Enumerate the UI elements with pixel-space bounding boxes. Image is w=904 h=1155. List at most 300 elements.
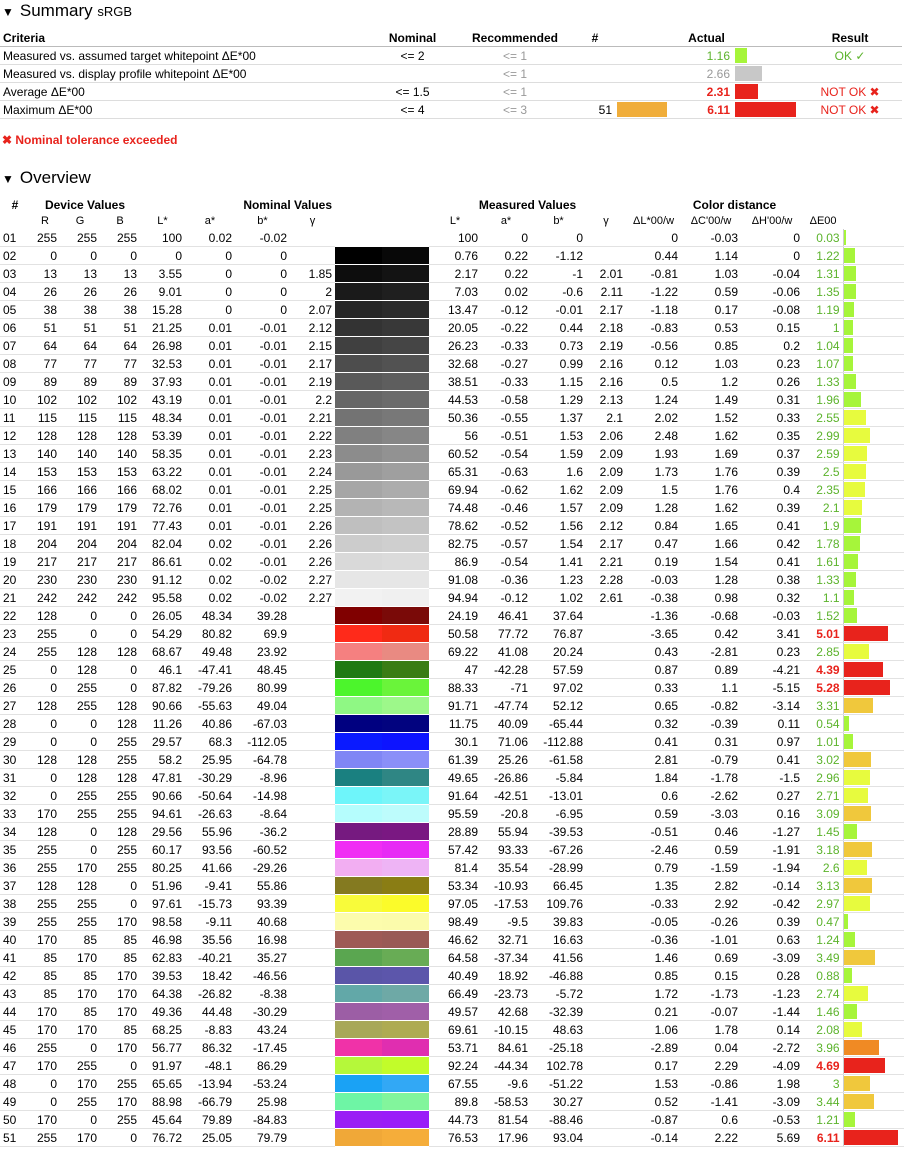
delta-e: 1.46 [803,1003,843,1021]
nominal-G: 85 [60,967,100,985]
nominal-R: 230 [30,571,60,589]
nominal-b: 0 [235,301,290,319]
nominal-g: 2.07 [290,301,335,319]
nominal-L: 45.64 [140,1111,185,1129]
nominal-L: 65.65 [140,1075,185,1093]
delta-e-bar [844,500,862,515]
measured-mL: 64.58 [429,949,481,967]
measured-mb: 109.76 [531,895,586,913]
nominal-G: 255 [60,697,100,715]
delta-e: 2.35 [803,481,843,499]
nominal-swatch [335,787,382,805]
delta-e-bar [844,806,871,821]
nominal-a: -9.41 [185,877,235,895]
delta-e: 1.07 [803,355,843,373]
nominal-swatch [335,1129,382,1147]
measured-dH: 1.98 [741,1075,803,1093]
measured-mL: 81.4 [429,859,481,877]
nominal-B: 77 [100,355,140,373]
nominal-a: -26.63 [185,805,235,823]
patch-number: 18 [0,535,30,553]
patch-number: 44 [0,1003,30,1021]
measured-mg: 2.17 [586,301,626,319]
delta-e-bar-cell [843,805,904,823]
measured-ma: -0.55 [481,409,531,427]
nominal-G: 230 [60,571,100,589]
delta-e-bar [844,1112,855,1127]
nominal-B: 128 [100,697,140,715]
measured-mb: 20.24 [531,643,586,661]
nominal-B: 0 [100,1057,140,1075]
measured-mL: 98.49 [429,913,481,931]
patch-number: 23 [0,625,30,643]
measured-ma: -0.63 [481,463,531,481]
measured-swatch [382,445,429,463]
nominal-swatch [335,985,382,1003]
nominal-R: 170 [30,1003,60,1021]
nominal-a: -30.29 [185,769,235,787]
measured-dC: 0.15 [681,967,741,985]
nominal-G: 170 [60,859,100,877]
nominal-swatch [335,265,382,283]
delta-e-bar-cell [843,967,904,985]
nominal-a: 0.01 [185,481,235,499]
nominal-g [290,1129,335,1147]
nominal-b: -17.45 [235,1039,290,1057]
measured-swatch [382,931,429,949]
nominal-B: 85 [100,1021,140,1039]
measured-dH: 0.39 [741,463,803,481]
delta-e-bar-cell [843,373,904,391]
measured-dC: 1.69 [681,445,741,463]
delta-e: 1.9 [803,517,843,535]
measured-mL: 24.19 [429,607,481,625]
nominal-swatch [335,517,382,535]
nominal-a: -15.73 [185,895,235,913]
delta-e-bar [844,950,875,965]
patch-number: 36 [0,859,30,877]
delta-e-bar-cell [843,787,904,805]
nominal-G: 255 [60,1057,100,1075]
nominal-R: 26 [30,283,60,301]
delta-e-bar [844,878,872,893]
nominal-swatch [335,1111,382,1129]
nominal-R: 0 [30,247,60,265]
measured-dC: 1.76 [681,481,741,499]
measured-dC: 1.28 [681,571,741,589]
nominal-R: 170 [30,931,60,949]
measured-mg [586,751,626,769]
measured-dH: 0.63 [741,931,803,949]
delta-e-bar-cell [843,769,904,787]
overview-col-dH: ΔH'00/w [751,214,793,227]
nominal-swatch [335,1003,382,1021]
nominal-R: 255 [30,1129,60,1147]
measured-mg [586,931,626,949]
summary-count-bar [617,84,673,99]
measured-mL: 32.68 [429,355,481,373]
measured-mL: 50.58 [429,625,481,643]
patch-number: 47 [0,1057,30,1075]
measured-dL: 0.47 [626,535,681,553]
delta-e-bar [844,320,853,335]
delta-e-bar [844,1058,885,1073]
nominal-L: 46.1 [140,661,185,679]
nominal-G: 170 [60,949,100,967]
measured-mg: 2.06 [586,427,626,445]
patch-number: 16 [0,499,30,517]
measured-mg [586,697,626,715]
nominal-B: 170 [100,1039,140,1057]
nominal-B: 128 [100,427,140,445]
measured-ma: -0.62 [481,481,531,499]
measured-ma: -23.73 [481,985,531,1003]
measured-ma: -0.51 [481,427,531,445]
nominal-R: 255 [30,625,60,643]
delta-e-bar-cell [843,499,904,517]
patch-row [0,535,904,553]
patch-number: 33 [0,805,30,823]
measured-dL: 1.06 [626,1021,681,1039]
delta-e-bar [844,392,861,407]
patch-number: 35 [0,841,30,859]
nominal-b: 0 [235,247,290,265]
nominal-swatch [335,427,382,445]
overview-col-mb: b* [553,214,564,227]
nominal-G: 170 [60,1075,100,1093]
nominal-g: 2.24 [290,463,335,481]
delta-e-bar [844,518,861,533]
summary-nominal: <= 1.5 [370,83,455,101]
measured-dH: 0.23 [741,355,803,373]
measured-dH: -4.09 [741,1057,803,1075]
nominal-R: 170 [30,1057,60,1075]
nominal-b: -60.52 [235,841,290,859]
measured-ma: -47.74 [481,697,531,715]
patch-number: 25 [0,661,30,679]
nominal-g: 2.17 [290,355,335,373]
measured-swatch [382,391,429,409]
nominal-G: 38 [60,301,100,319]
patch-row [0,679,904,697]
measured-mL: 20.05 [429,319,481,337]
nominal-G: 0 [60,715,100,733]
measured-dH: -3.09 [741,949,803,967]
delta-e-bar-cell [843,553,904,571]
measured-dH: 0.27 [741,787,803,805]
measured-dL: -0.56 [626,337,681,355]
summary-row [0,47,902,65]
nominal-b: -64.78 [235,751,290,769]
measured-mg: 2.09 [586,445,626,463]
patch-row [0,967,904,985]
measured-mg: 2.17 [586,535,626,553]
nominal-L: 94.61 [140,805,185,823]
measured-dL: 0.12 [626,355,681,373]
measured-dL: 0.6 [626,787,681,805]
nominal-B: 255 [100,751,140,769]
nominal-B: 170 [100,967,140,985]
summary-header-result: Result [798,30,902,47]
nominal-swatch [335,931,382,949]
delta-e-bar [844,482,865,497]
delta-e: 1.24 [803,931,843,949]
measured-dH: 0.42 [741,535,803,553]
nominal-L: 29.57 [140,733,185,751]
delta-e: 1.1 [803,589,843,607]
patch-row [0,409,904,427]
patch-row [0,427,904,445]
patch-number: 02 [0,247,30,265]
measured-mg: 2.16 [586,355,626,373]
measured-dH: 0.14 [741,1021,803,1039]
patch-row [0,625,904,643]
measured-dC: -0.86 [681,1075,741,1093]
nominal-B: 0 [100,877,140,895]
nominal-R: 255 [30,895,60,913]
summary-header-actual: Actual [615,30,798,47]
measured-dH: 0 [741,229,803,247]
measured-mb: 0 [531,229,586,247]
nominal-R: 191 [30,517,60,535]
nominal-G: 191 [60,517,100,535]
measured-mb: 1.53 [531,427,586,445]
measured-mb: 57.59 [531,661,586,679]
measured-mL: 56 [429,427,481,445]
nominal-L: 32.53 [140,355,185,373]
nominal-a: -48.1 [185,1057,235,1075]
nominal-g [290,967,335,985]
delta-e-bar [844,680,890,695]
delta-e-bar-cell [843,1021,904,1039]
measured-swatch [382,373,429,391]
nominal-R: 115 [30,409,60,427]
measured-ma: 84.61 [481,1039,531,1057]
measured-mg: 2.11 [586,283,626,301]
measured-mb: -1.12 [531,247,586,265]
measured-ma: -0.58 [481,391,531,409]
nominal-a: 0.01 [185,499,235,517]
nominal-B: 170 [100,913,140,931]
nominal-swatch [335,445,382,463]
nominal-swatch [335,625,382,643]
nominal-a: 0.01 [185,409,235,427]
measured-dL: 1.28 [626,499,681,517]
measured-swatch [382,805,429,823]
nominal-L: 3.55 [140,265,185,283]
patch-number: 22 [0,607,30,625]
measured-mg [586,859,626,877]
patch-number: 24 [0,643,30,661]
measured-dC: 1.49 [681,391,741,409]
collapse-triangle-icon[interactable]: ▼ [2,5,14,19]
measured-dH: -3.14 [741,697,803,715]
nominal-g [290,229,335,247]
measured-dL: 1.46 [626,949,681,967]
nominal-g [290,1057,335,1075]
measured-mg: 2.61 [586,589,626,607]
delta-e-bar-cell [843,391,904,409]
nominal-a: 0.01 [185,355,235,373]
delta-e-bar-cell [843,355,904,373]
nominal-G: 170 [60,985,100,1003]
nominal-swatch [335,913,382,931]
delta-e-bar-cell [843,841,904,859]
measured-mb: 0.99 [531,355,586,373]
nominal-a: 0 [185,265,235,283]
nominal-R: 128 [30,751,60,769]
measured-dH: 0.37 [741,445,803,463]
measured-mL: 91.71 [429,697,481,715]
measured-mg: 2.16 [586,373,626,391]
measured-dH: -4.21 [741,661,803,679]
measured-swatch [382,1129,429,1147]
nominal-b: -0.01 [235,517,290,535]
nominal-R: 85 [30,949,60,967]
patch-row [0,805,904,823]
measured-mL: 11.75 [429,715,481,733]
delta-e-bar-cell [843,859,904,877]
patch-number: 37 [0,877,30,895]
measured-mL: 50.36 [429,409,481,427]
delta-e: 3.18 [803,841,843,859]
measured-dH: -1.5 [741,769,803,787]
nominal-R: 204 [30,535,60,553]
nominal-b: -0.02 [235,229,290,247]
nominal-B: 140 [100,445,140,463]
measured-ma: 18.92 [481,967,531,985]
delta-e-bar [844,1022,862,1037]
patch-number: 40 [0,931,30,949]
measured-dC: -1.78 [681,769,741,787]
measured-dH: -0.08 [741,301,803,319]
nominal-a: 0.02 [185,229,235,247]
measured-dH: 0.15 [741,319,803,337]
measured-ma: -0.12 [481,301,531,319]
delta-e-bar-cell [843,301,904,319]
nominal-R: 217 [30,553,60,571]
nominal-L: 64.38 [140,985,185,1003]
delta-e: 3.13 [803,877,843,895]
measured-mL: 40.49 [429,967,481,985]
nominal-B: 242 [100,589,140,607]
nominal-swatch [335,499,382,517]
measured-dC: 1.54 [681,553,741,571]
nominal-R: 0 [30,1075,60,1093]
patch-number: 09 [0,373,30,391]
delta-e-bar-cell [843,1093,904,1111]
patch-number: 19 [0,553,30,571]
nominal-g [290,247,335,265]
measured-mb: 39.83 [531,913,586,931]
measured-swatch [382,1039,429,1057]
measured-dL: 2.81 [626,751,681,769]
measured-dC: 0.59 [681,283,741,301]
nominal-b: 55.86 [235,877,290,895]
nominal-L: 54.29 [140,625,185,643]
measured-mb: 1.57 [531,499,586,517]
overview-heading[interactable] [2,168,91,189]
nominal-L: 15.28 [140,301,185,319]
summary-recommended: <= 1 [455,47,575,65]
measured-mL: 61.39 [429,751,481,769]
nominal-b: 49.04 [235,697,290,715]
nominal-b: 0 [235,265,290,283]
patch-row [0,661,904,679]
measured-ma: 25.26 [481,751,531,769]
nominal-g [290,661,335,679]
patch-number: 26 [0,679,30,697]
nominal-L: 68.25 [140,1021,185,1039]
collapse-triangle-icon[interactable]: ▼ [2,172,14,186]
summary-heading[interactable] [2,1,132,22]
nominal-B: 0 [100,247,140,265]
measured-mb: -61.58 [531,751,586,769]
nominal-b: 16.98 [235,931,290,949]
nominal-swatch [335,895,382,913]
measured-mg: 2.12 [586,517,626,535]
patch-number: 29 [0,733,30,751]
measured-dL: 2.02 [626,409,681,427]
measured-dC: 2.92 [681,895,741,913]
delta-e-bar [844,770,870,785]
summary-count: 51 [575,101,615,119]
nominal-swatch [335,1093,382,1111]
measured-dL: 2.48 [626,427,681,445]
measured-mg [586,1093,626,1111]
measured-dL: -1.36 [626,607,681,625]
measured-mL: 46.62 [429,931,481,949]
nominal-b: 40.68 [235,913,290,931]
overview-col-a: a* [204,214,216,227]
measured-dC: -0.07 [681,1003,741,1021]
nominal-G: 0 [60,1039,100,1057]
patch-row [0,571,904,589]
summary-nominal: <= 4 [370,101,455,119]
nominal-a: 0.01 [185,463,235,481]
nominal-b: -14.98 [235,787,290,805]
nominal-swatch [335,697,382,715]
nominal-g [290,697,335,715]
nominal-L: 90.66 [140,787,185,805]
delta-e-bar [844,968,852,983]
nominal-G: 0 [60,625,100,643]
nominal-B: 0 [100,679,140,697]
nominal-B: 170 [100,1093,140,1111]
patch-row [0,229,904,247]
delta-e-bar [844,788,868,803]
measured-swatch [382,265,429,283]
nominal-L: 77.43 [140,517,185,535]
measured-mb: -1 [531,265,586,283]
delta-e-bar [844,752,871,767]
measured-dC: 0.98 [681,589,741,607]
nominal-R: 51 [30,319,60,337]
nominal-swatch [335,301,382,319]
measured-mb: -67.26 [531,841,586,859]
measured-swatch [382,301,429,319]
nominal-R: 255 [30,913,60,931]
measured-mL: 2.17 [429,265,481,283]
overview-table [0,198,904,1147]
summary-row [0,101,902,119]
measured-swatch [382,427,429,445]
nominal-R: 255 [30,859,60,877]
nominal-swatch [335,589,382,607]
measured-dH: -2.72 [741,1039,803,1057]
nominal-b: -53.24 [235,1075,290,1093]
patch-row [0,355,904,373]
